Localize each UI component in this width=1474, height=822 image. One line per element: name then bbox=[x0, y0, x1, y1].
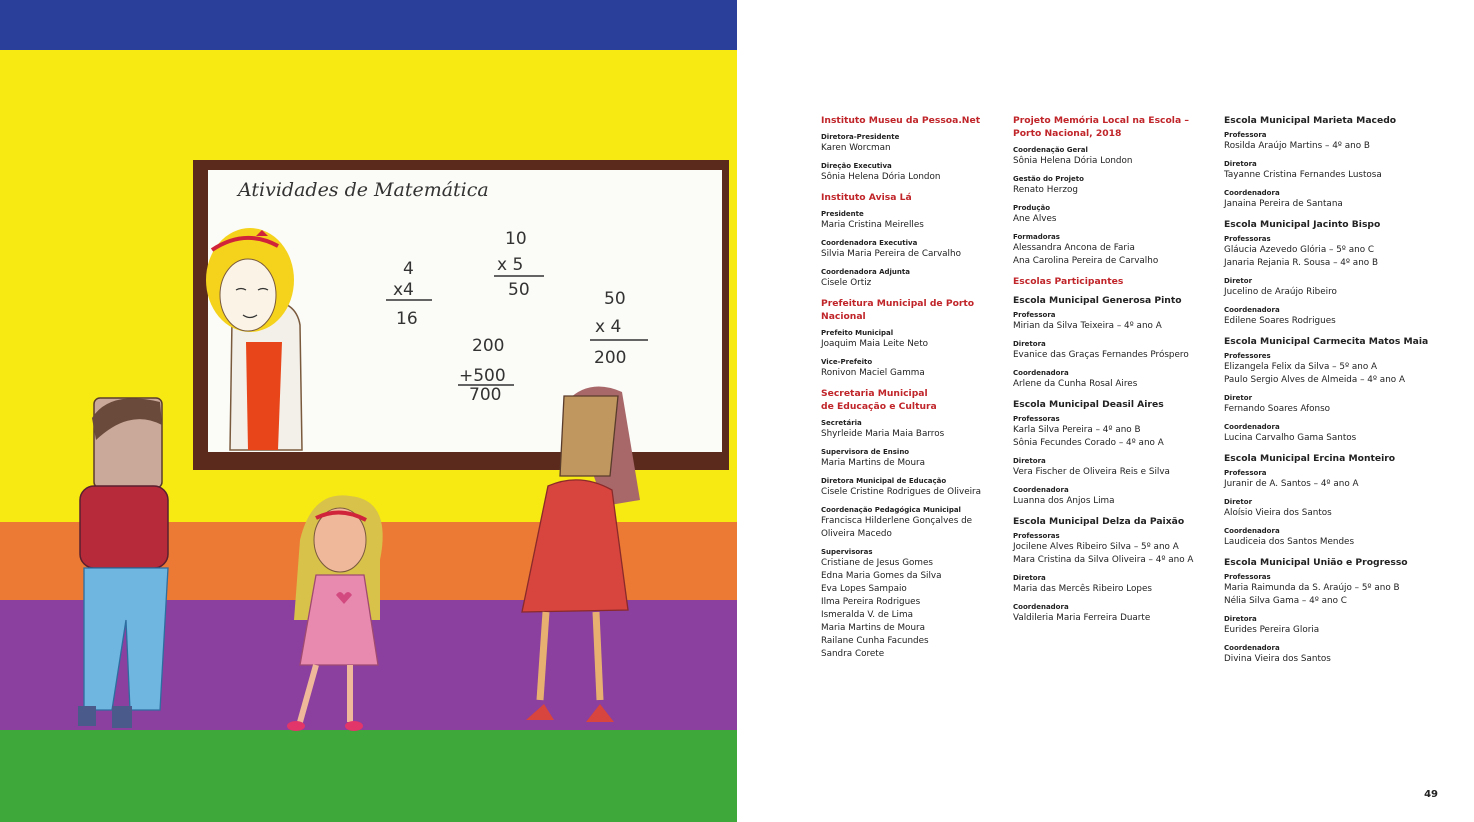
person-name: Sônia Fecundes Corado – 4º ano A bbox=[1013, 438, 1164, 448]
section-title: Escolas Participantes bbox=[1013, 276, 1124, 287]
credit-group bbox=[821, 506, 1006, 541]
school-block bbox=[1013, 398, 1218, 508]
credit-group bbox=[1013, 603, 1218, 625]
board-title: Atividades de Matemática bbox=[238, 179, 489, 201]
section-title: Instituto Avisa Lá bbox=[821, 192, 912, 203]
sky-band bbox=[0, 0, 737, 50]
role-label: Direção Executiva bbox=[821, 162, 892, 170]
role-label: Coordenadora bbox=[1224, 306, 1280, 314]
role-label: Coordenadora Adjunta bbox=[821, 268, 910, 276]
person-name: Laudiceia dos Santos Mendes bbox=[1224, 537, 1355, 547]
role-label: Diretor bbox=[1224, 277, 1253, 285]
sum2-result: 50 bbox=[508, 280, 530, 300]
person-name: Edilene Soares Rodrigues bbox=[1224, 316, 1336, 326]
section-title: Projeto Memória Local na Escola – Porto Nacional, 2018 bbox=[1013, 115, 1189, 139]
credits-column-2 bbox=[1013, 114, 1218, 632]
role-label: Diretora-Presidente bbox=[821, 133, 900, 141]
person-name: Ismeralda V. de Lima bbox=[821, 610, 913, 620]
person-name: Nélia Silva Gama – 4º ano C bbox=[1224, 596, 1347, 606]
credit-group bbox=[1224, 615, 1434, 637]
person-name: Sônia Helena Dória London bbox=[1013, 156, 1133, 166]
person-name: Shyrleide Maria Maia Barros bbox=[821, 429, 945, 439]
role-label: Diretora bbox=[1013, 574, 1046, 582]
page-number: 49 bbox=[1424, 789, 1438, 800]
credit-group bbox=[821, 448, 1006, 470]
role-label: Coordenadora Executiva bbox=[821, 239, 918, 247]
sum4-op: +500 bbox=[459, 366, 506, 386]
credit-group bbox=[1224, 160, 1434, 182]
credit-group bbox=[1224, 277, 1434, 299]
person-name: Tayanne Cristina Fernandes Lustosa bbox=[1224, 170, 1382, 180]
section-block bbox=[821, 114, 1006, 184]
role-label: Coordenação Geral bbox=[1013, 146, 1088, 154]
role-label: Produção bbox=[1013, 204, 1051, 212]
credit-group bbox=[1224, 306, 1434, 328]
credit-group bbox=[821, 548, 1006, 661]
person-name: Janaina Pereira de Santana bbox=[1224, 199, 1343, 209]
school-title: Escola Municipal Carmecita Matos Maia bbox=[1224, 336, 1429, 347]
school-title: Escola Municipal União e Progresso bbox=[1224, 557, 1408, 568]
person-name: Renato Herzog bbox=[1013, 185, 1078, 195]
credit-group bbox=[1013, 486, 1218, 508]
person-name: Ana Carolina Pereira de Carvalho bbox=[1013, 256, 1159, 266]
person-name: Ilma Pereira Rodrigues bbox=[821, 597, 921, 607]
sum2-top: 10 bbox=[505, 229, 527, 249]
sum1-top: 4 bbox=[403, 259, 414, 279]
role-label: Professores bbox=[1224, 352, 1271, 360]
role-label: Diretora bbox=[1013, 340, 1046, 348]
person-name: Karen Worcman bbox=[821, 143, 891, 153]
section-title: Secretaria Municipal de Educação e Cultura bbox=[821, 388, 937, 412]
role-label: Gestão do Projeto bbox=[1013, 175, 1084, 183]
role-label: Diretora bbox=[1224, 615, 1257, 623]
person-name: Francisca Hilderlene Gonçalves de bbox=[821, 516, 973, 526]
person-name: Maria Raimunda da S. Araújo – 5º ano B bbox=[1224, 583, 1400, 593]
person-name: Fernando Soares Afonso bbox=[1224, 404, 1331, 414]
person-name: Luanna dos Anjos Lima bbox=[1013, 496, 1115, 506]
role-label: Diretora bbox=[1224, 160, 1257, 168]
school-block bbox=[1224, 218, 1434, 328]
credit-group bbox=[1224, 527, 1434, 549]
person-name: Gláucia Azevedo Glória – 5º ano C bbox=[1224, 245, 1375, 255]
person-name: Maria Martins de Moura bbox=[821, 458, 926, 468]
credit-group bbox=[821, 239, 1006, 261]
person-name: Valdileria Maria Ferreira Duarte bbox=[1013, 613, 1151, 623]
credit-group bbox=[1013, 457, 1218, 479]
person-name: Arlene da Cunha Rosal Aires bbox=[1013, 379, 1138, 389]
credit-group bbox=[1013, 311, 1218, 333]
person-name: Edna Maria Gomes da Silva bbox=[821, 571, 942, 581]
role-label: Professora bbox=[1224, 131, 1267, 139]
credit-group bbox=[1224, 189, 1434, 211]
credit-group bbox=[821, 329, 1006, 351]
school-title: Escola Municipal Marieta Macedo bbox=[1224, 115, 1397, 126]
school-title: Escola Municipal Jacinto Bispo bbox=[1224, 219, 1381, 230]
school-title: Escola Municipal Ercina Monteiro bbox=[1224, 453, 1396, 464]
person-name: Oliveira Macedo bbox=[821, 529, 892, 539]
credits-page bbox=[737, 0, 1474, 822]
person-name: Jocilene Alves Ribeiro Silva – 5º ano A bbox=[1013, 542, 1179, 552]
credit-group bbox=[1013, 415, 1218, 450]
credit-group bbox=[821, 133, 1006, 155]
person-name: Cristiane de Jesus Gomes bbox=[821, 558, 933, 568]
credit-group bbox=[821, 419, 1006, 441]
school-block bbox=[1224, 335, 1434, 445]
green-floor bbox=[0, 730, 737, 822]
school-block bbox=[1224, 452, 1434, 549]
credits-column-3 bbox=[1224, 114, 1434, 673]
role-label: Professoras bbox=[1013, 532, 1060, 540]
role-label: Professoras bbox=[1013, 415, 1060, 423]
school-block bbox=[1224, 114, 1434, 211]
section-title: Prefeitura Municipal de Porto Nacional bbox=[821, 298, 975, 322]
section-block bbox=[821, 387, 1006, 661]
school-block bbox=[1013, 294, 1218, 391]
person-name: Sandra Corete bbox=[821, 649, 885, 659]
credit-group bbox=[1013, 233, 1218, 268]
role-label: Coordenadora bbox=[1224, 189, 1280, 197]
role-label: Formadoras bbox=[1013, 233, 1060, 241]
person-name: Vera Fischer de Oliveira Reis e Silva bbox=[1013, 467, 1170, 477]
role-label: Professoras bbox=[1224, 573, 1271, 581]
role-label: Diretor bbox=[1224, 498, 1253, 506]
school-title: Escola Municipal Delza da Paixão bbox=[1013, 516, 1185, 527]
person-name: Janaria Rejania R. Sousa – 4º ano B bbox=[1224, 258, 1378, 268]
person-name: Paulo Sergio Alves de Almeida – 4º ano A bbox=[1224, 375, 1405, 385]
credit-group bbox=[821, 162, 1006, 184]
school-title: Escola Municipal Deasil Aires bbox=[1013, 399, 1164, 410]
role-label: Vice-Prefeito bbox=[821, 358, 873, 366]
person-name: Mara Cristina da Silva Oliveira – 4º ano A bbox=[1013, 555, 1194, 565]
role-label: Professoras bbox=[1224, 235, 1271, 243]
role-label: Secretária bbox=[821, 419, 862, 427]
sum3-top: 50 bbox=[604, 289, 626, 309]
credit-group bbox=[1224, 423, 1434, 445]
role-label: Supervisora de Ensino bbox=[821, 448, 910, 456]
sum1-op: x4 bbox=[393, 280, 414, 300]
role-label: Coordenação Pedagógica Municipal bbox=[821, 506, 961, 514]
role-label: Diretora bbox=[1013, 457, 1046, 465]
role-label: Coordenadora bbox=[1224, 527, 1280, 535]
person-name: Railane Cunha Facundes bbox=[821, 636, 929, 646]
credit-group bbox=[1013, 175, 1218, 197]
sum3-result: 200 bbox=[594, 348, 627, 368]
person-name: Ane Alves bbox=[1013, 214, 1057, 224]
sum4-top: 200 bbox=[472, 336, 505, 356]
role-label: Prefeito Municipal bbox=[821, 329, 894, 337]
person-name: Evanice das Graças Fernandes Próspero bbox=[1013, 350, 1189, 360]
role-label: Coordenadora bbox=[1013, 603, 1069, 611]
school-block bbox=[1013, 515, 1218, 625]
sum1-result: 16 bbox=[396, 309, 418, 329]
sum4-result: 700 bbox=[469, 385, 502, 405]
section-block bbox=[1013, 114, 1218, 268]
section-title: Instituto Museu da Pessoa.Net bbox=[821, 115, 981, 126]
role-label: Diretor bbox=[1224, 394, 1253, 402]
credit-group bbox=[1224, 394, 1434, 416]
credit-group bbox=[821, 210, 1006, 232]
credits-column-1 bbox=[821, 114, 1006, 668]
credit-group bbox=[1224, 573, 1434, 608]
credit-group bbox=[1224, 644, 1434, 666]
person-name: Eva Lopes Sampaio bbox=[821, 584, 907, 594]
credit-group bbox=[1013, 574, 1218, 596]
person-name: Alessandra Ancona de Faria bbox=[1013, 243, 1135, 253]
sum2-op: x 5 bbox=[497, 255, 524, 275]
person-name: Rosilda Araújo Martins – 4º ano B bbox=[1224, 141, 1370, 151]
credit-group bbox=[821, 268, 1006, 290]
credit-group bbox=[821, 477, 1006, 499]
section-block bbox=[1013, 275, 1218, 288]
role-label: Coordenadora bbox=[1224, 423, 1280, 431]
credit-group bbox=[821, 358, 1006, 380]
credit-group bbox=[1013, 369, 1218, 391]
role-label: Coordenadora bbox=[1013, 369, 1069, 377]
role-label: Supervisoras bbox=[821, 548, 873, 556]
credit-group bbox=[1013, 204, 1218, 226]
person-name: Karla Silva Pereira – 4º ano B bbox=[1013, 425, 1141, 435]
role-label: Professora bbox=[1013, 311, 1056, 319]
section-block bbox=[821, 297, 1006, 380]
school-block bbox=[1224, 556, 1434, 666]
credit-group bbox=[1013, 146, 1218, 168]
person-name: Divina Vieira dos Santos bbox=[1224, 654, 1331, 664]
person-name: Mirian da Silva Teixeira – 4º ano A bbox=[1013, 321, 1162, 331]
person-name: Sônia Helena Dória London bbox=[821, 172, 941, 182]
person-name: Maria Cristina Meirelles bbox=[821, 220, 924, 230]
credit-group bbox=[1224, 469, 1434, 491]
credit-group bbox=[1224, 131, 1434, 153]
credit-group bbox=[1224, 498, 1434, 520]
person-name: Lucina Carvalho Gama Santos bbox=[1224, 433, 1357, 443]
role-label: Coordenadora bbox=[1224, 644, 1280, 652]
person-name: Cisele Ortiz bbox=[821, 278, 872, 288]
credit-group bbox=[1013, 340, 1218, 362]
person-name: Juranir de A. Santos – 4º ano A bbox=[1224, 479, 1359, 489]
credit-group bbox=[1224, 352, 1434, 387]
person-name: Elizangela Felix da Silva – 5º ano A bbox=[1224, 362, 1378, 372]
person-name: Silvia Maria Pereira de Carvalho bbox=[821, 249, 961, 259]
person-name: Cisele Cristine Rodrigues de Oliveira bbox=[821, 487, 982, 497]
credit-group bbox=[1224, 235, 1434, 270]
person-name: Jucelino de Araújo Ribeiro bbox=[1224, 287, 1337, 297]
section-block bbox=[821, 191, 1006, 290]
role-label: Coordenadora bbox=[1013, 486, 1069, 494]
role-label: Diretora Municipal de Educação bbox=[821, 477, 947, 485]
person-name: Maria das Mercês Ribeiro Lopes bbox=[1013, 584, 1152, 594]
person-name: Eurides Pereira Gloria bbox=[1224, 625, 1320, 635]
role-label: Presidente bbox=[821, 210, 864, 218]
role-label: Professora bbox=[1224, 469, 1267, 477]
person-name: Joaquim Maia Leite Neto bbox=[821, 339, 929, 349]
person-name: Ronivon Maciel Gamma bbox=[821, 368, 925, 378]
credit-group bbox=[1013, 532, 1218, 567]
person-name: Maria Martins de Moura bbox=[821, 623, 926, 633]
school-title: Escola Municipal Generosa Pinto bbox=[1013, 295, 1182, 306]
person-name: Aloísio Vieira dos Santos bbox=[1224, 508, 1332, 518]
sum3-op: x 4 bbox=[595, 317, 622, 337]
